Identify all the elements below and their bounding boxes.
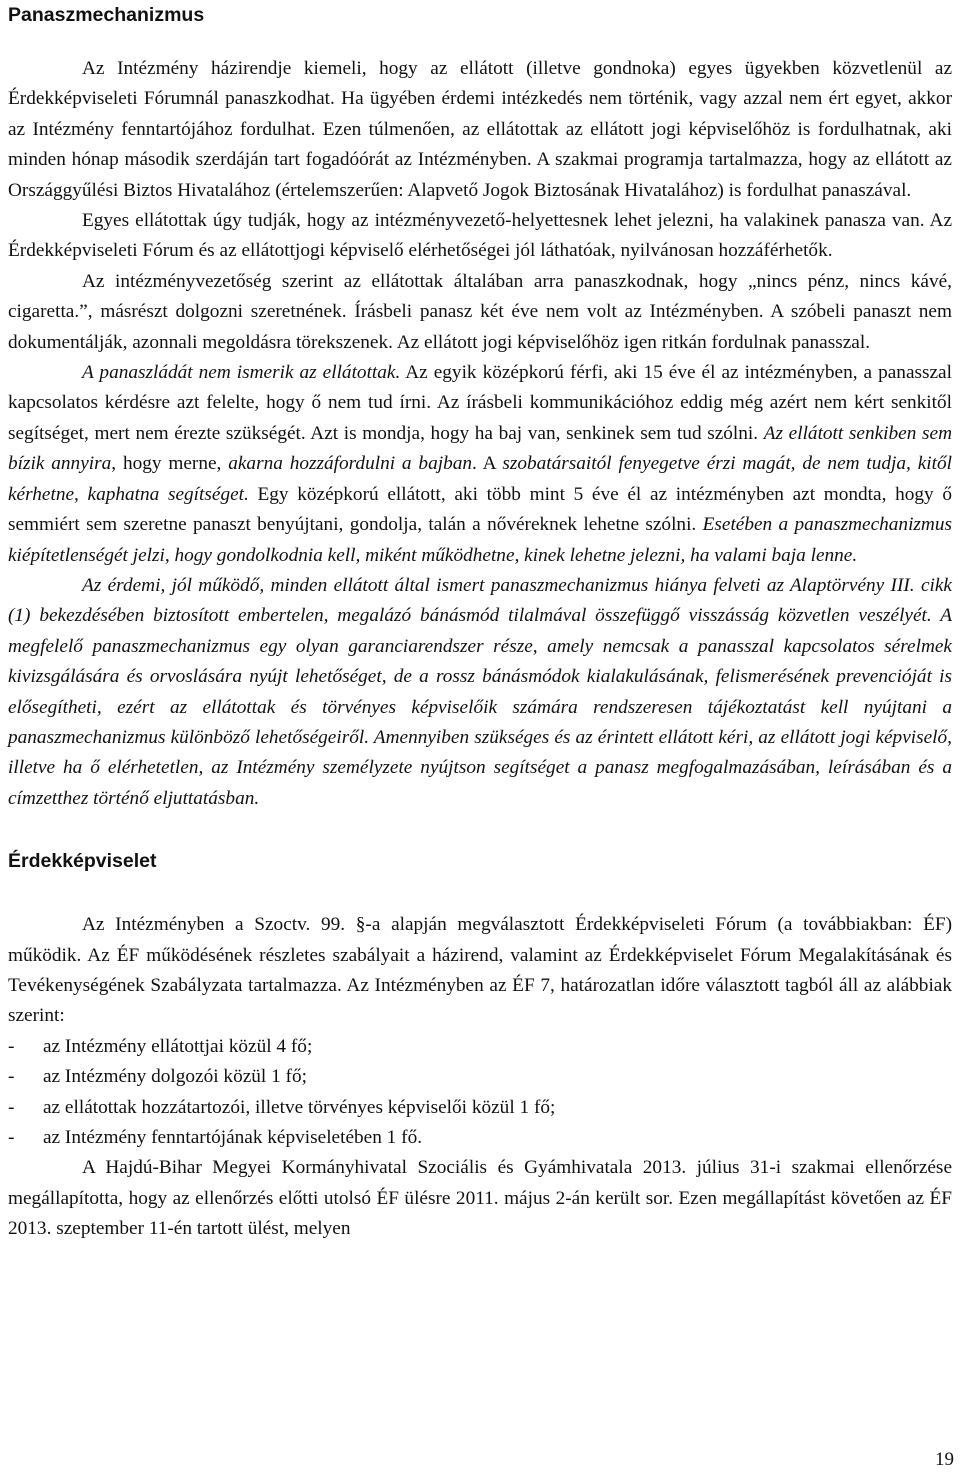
list-marker: - [8, 1035, 15, 1057]
list-item [8, 1093, 952, 1123]
italic-run: akarna hozzáfordulni a bajban [228, 453, 472, 475]
member-list [8, 1032, 952, 1154]
paragraph [8, 206, 952, 267]
paragraph [8, 910, 952, 1032]
list-item-text: az ellátottak hozzátartozói, illetve törvényes képviselői közül 1 fő; [43, 1096, 556, 1118]
list-marker: - [8, 1127, 15, 1148]
italic-run: Esetében a panaszmechanizmus kiépítetlenségét jelzi, hogy gondolkodnia kell, miként működhetne, kinek lehetne jelezni, ha valami baja lenne. [8, 514, 952, 566]
paragraph [8, 54, 952, 206]
page-number: 19 [935, 1449, 954, 1470]
list-marker: - [8, 1096, 15, 1118]
italic-run: szobatársaitól fenyegetve érzi magát, de nem tudja, kitől kérhetne, kaphatna segítséget. [8, 453, 952, 505]
paragraph [8, 571, 952, 814]
text-run: Az egyik középkorú férfi, aki 15 éve él az intézményben, a panasszal kapcsolatos kérdésre azt felelte, hogy ő nem tud írni. Az írásbeli kommunikációhoz eddig még azért nem kért senkitől segítséget, mert nem érezte szükségét. Azt is mondja, hogy ha baj van, senkinek sem tud szólni. [8, 362, 952, 444]
list-item-text: az Intézmény ellátottjai közül 4 fő; [43, 1035, 313, 1057]
text-run: Az intézményvezetőség szerint az ellátottak általában arra panaszkodnak, hogy „nincs pénz, nincs kávé, cigaretta.”, másrészt dolgozni szeretnének. Írásbeli panasz két éve nem volt az Intézményben. A szóbeli panaszt nem dokumentálják, azonnali megoldásra törekszenek. Az ellátott jogi képviselőhöz igen ritkán fordulnak panasszal. [8, 270, 952, 353]
italic-run: A panaszládát nem ismerik az ellátottak. [82, 362, 401, 384]
text-run: A Hajdú-Bihar Megyei Kormányhivatal Szociális és Gyámhivatala 2013. július 31-i szakmai ellenőrzése megállapította, hogy az ellenőrzés előtti utolsó ÉF ülésre 2011. május 2-án került sor. Ezen megállapítást követően az ÉF 2013. szeptember 11-én tartott ülést, melyen [8, 1157, 952, 1240]
paragraph [8, 1153, 952, 1244]
paragraph [8, 358, 952, 571]
text-run: Az Intézmény házirendje kiemeli, hogy az ellátott (illetve gondnoka) egyes ügyekben közvetlenül az Érdekképviseleti Fórumnál panaszkodhat. Ha ügyében érdemi intézkedés nem történik, vagy azzal nem ért egyet, akkor az Intézmény fenntartójához fordulhat. Ezen túlmenően, az ellátottak az ellátott jogi képviselőhöz is fordulhatnak, aki minden hónap második szerdáján tart fogadóórát az Intézményben. A szakmai programja tartalmazza, hogy az ellátott az Országgyűlési Biztos Hivatalához (értelemszerűen: Alapvető Jogok Biztosának Hivatalához) is fordulhat panaszával. [8, 58, 952, 201]
section-heading-erdekkepviselet: Érdekképviselet [8, 850, 157, 873]
text-run: , hogy merne, [111, 453, 229, 475]
list-marker: - [8, 1066, 15, 1088]
list-item-text: az Intézmény fenntartójának képviseletében 1 fő. [43, 1127, 423, 1148]
list-item [8, 1062, 952, 1092]
list-item [8, 1123, 952, 1153]
text-run: Egyes ellátottak úgy tudják, hogy az intézményvezető-helyettesnek lehet jelezni, ha valakinek panasza van. Az Érdekképviseleti Fórum és az ellátottjogi képviselő elérhetőségei jól láthatóak, nyilvánosan hozzáférhetők. [8, 210, 952, 262]
section-heading-panaszmechanizmus: Panaszmechanizmus [8, 4, 205, 26]
text-run: Az Intézményben a Szoctv. 99. §-a alapján megválasztott Érdekképviseleti Fórum (a továbbiakban: ÉF) működik. Az ÉF működésének részletes szabályait a házirend, valamint az Érdekképviselet Fórum Megalakításának és Tevékenységének Szabályzata tartalmazza. Az Intézményben az ÉF 7, határozatlan időre választott tagból áll az alábbiak szerint: [8, 914, 952, 1027]
italic-run: Az ellátott senkiben sem bízik annyira [8, 422, 952, 475]
list-item [8, 1032, 952, 1062]
paragraph [8, 267, 952, 358]
text-run: Egy középkorú ellátott, aki több mint 5 éve él az intézményben azt mondta, hogy ő semmiért sem szeretne panaszt benyújtani, gondolja, talán a nővéreknek lehetne szólni. [8, 483, 952, 536]
list-item-text: az Intézmény dolgozói közül 1 fő; [43, 1066, 307, 1088]
italic-run: Az érdemi, jól működő, minden ellátott által ismert panaszmechanizmus hiánya felveti az Alaptörvény III. cikk (1) bekezdésében biztosított embertelen, megalázó bánásmód tilalmával összefüggő visszásság közvetlen veszélyét. A megfelelő panaszmechanizmus egy olyan garanciarendszer része, amely nemcsak a panasszal kapcsolatos sérelmek kivizsgálására és orvoslására nyújt lehetőséget, de a rossz bánásmódok kialakulásának, felismerésének prevencióját is elősegítheti, ezért az ellátottak és törvényes képviselőik számára rendszeresen tájékoztatást kell nyújtani a panaszmechanizmus különböző lehetőségeiről. Amennyiben szükséges és az érintett ellátott kéri, az ellátott jogi képviselő, illetve ha ő elérhetetlen, az Intézmény személyzete nyújtson segítséget a panasz megfogalmazásában, leírásában és a címzetthez történő eljuttatásban. [8, 574, 952, 809]
text-run: . A [472, 453, 503, 475]
